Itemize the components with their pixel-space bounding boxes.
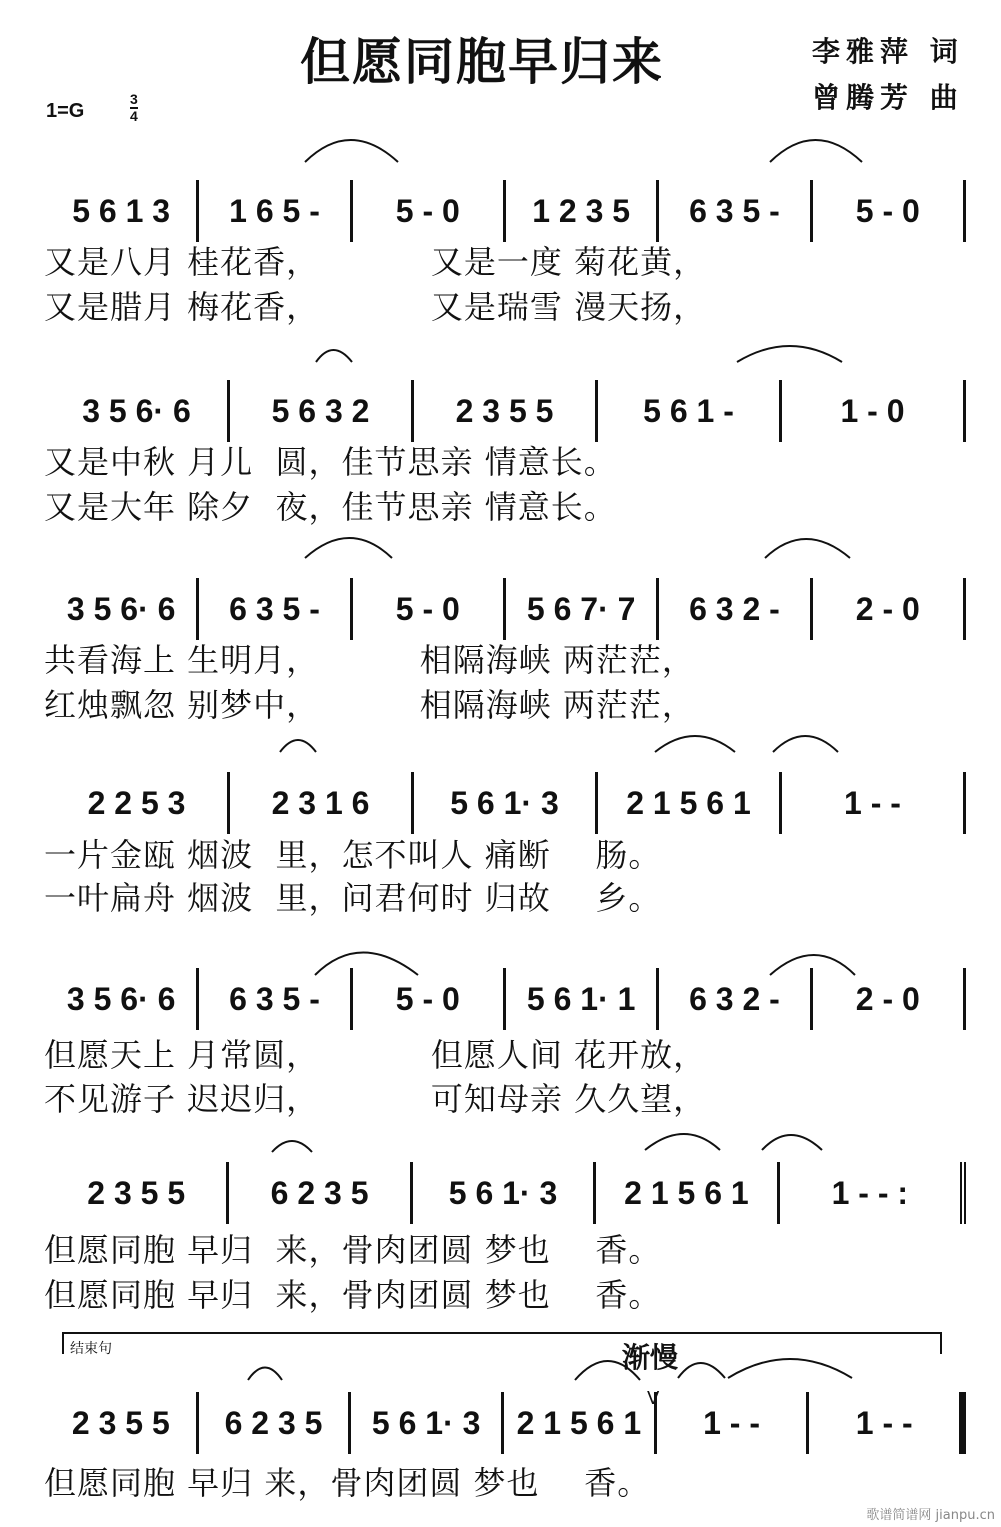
measure: 2 3 1 6 <box>230 772 414 834</box>
measure: 2 3 5 5 <box>414 380 598 442</box>
measure: 6 3 2 - <box>659 578 812 640</box>
measure: 1 - - : <box>780 1162 966 1224</box>
lyric-verse-1: 但愿天上 月常圆， 但愿人间 花开放， <box>44 1036 707 1074</box>
measure: 5 - 0 <box>353 180 506 242</box>
measure: 1 - 0 <box>782 380 966 442</box>
measure: 1 - - <box>809 1392 966 1454</box>
meter-bottom: 4 <box>130 108 138 124</box>
measure: 6 3 5 - <box>659 180 812 242</box>
staff-line <box>46 772 966 834</box>
measure: 2 3 5 5 <box>46 1162 229 1224</box>
lyric-verse-2: 一叶扁舟 烟波 里，问君何时 归故 乡。 <box>44 879 662 917</box>
staff-line <box>46 578 966 640</box>
measure: 6 3 5 - <box>199 968 352 1030</box>
measure: 2 1 5 6 1 <box>598 772 782 834</box>
tempo-marking: 渐慢 <box>622 1341 679 1374</box>
measure: 6 2 3 5 <box>229 1162 412 1224</box>
measure: 5 6 1· 3 <box>414 772 598 834</box>
time-signature <box>130 92 138 124</box>
key-signature: 1=G <box>46 100 85 122</box>
staff-line <box>46 1162 966 1224</box>
slur <box>737 346 842 362</box>
slur <box>770 140 862 162</box>
lyric-verse-2: 不见游子 迟迟归， 可知母亲 久久望， <box>44 1080 707 1118</box>
lyric-verse-1: 又是八月 桂花香， 又是一度 菊花黄， <box>44 243 707 281</box>
measure: 5 - 0 <box>353 578 506 640</box>
measure: 5 6 1 - <box>598 380 782 442</box>
measure: 2 1 5 6 1 <box>504 1392 657 1454</box>
measure: 6 3 2 - <box>659 968 812 1030</box>
staff-line <box>46 380 966 442</box>
slur <box>773 736 838 752</box>
measure: 3 5 6· 6 <box>46 968 199 1030</box>
measure: 3 5 6· 6 <box>46 578 199 640</box>
measure: 6 2 3 5 <box>199 1392 352 1454</box>
measure: 6 3 5 - <box>199 578 352 640</box>
composer-credit: 曾腾芳 曲 <box>812 81 964 114</box>
measure: 2 1 5 6 1 <box>596 1162 779 1224</box>
measure: 5 6 1· 1 <box>506 968 659 1030</box>
song-title: 但愿同胞早归来 <box>300 33 664 91</box>
slur <box>765 539 850 558</box>
slur <box>728 1359 852 1378</box>
measure: 1 - - <box>657 1392 810 1454</box>
lyric-verse-2: 又是腊月 梅花香， 又是瑞雪 漫天扬， <box>44 288 707 326</box>
lyric-verse-1: 又是中秋 月儿 圆，佳节思亲 情意长。 <box>44 443 617 481</box>
breath-mark: V <box>647 1388 660 1409</box>
measure: 5 6 1· 3 <box>413 1162 596 1224</box>
measure: 5 6 3 2 <box>230 380 414 442</box>
lyric-verse-1: 共看海上 生明月， 相隔海峡 两茫茫， <box>44 641 695 679</box>
meter-top: 3 <box>130 91 138 107</box>
slur <box>248 1368 282 1381</box>
measure: 5 6 1 3 <box>46 180 199 242</box>
ending-staff <box>46 1392 966 1454</box>
lyric-verse-2: 又是大年 除夕 夜，佳节思亲 情意长。 <box>44 488 617 526</box>
ending-lyric: 但愿同胞 早归 来，骨肉团圆 梦也 香。 <box>44 1464 651 1502</box>
slur <box>272 1141 312 1152</box>
measure: 1 - - <box>782 772 966 834</box>
slur <box>678 1363 725 1378</box>
measure: 2 2 5 3 <box>46 772 230 834</box>
measure: 5 - 0 <box>353 968 506 1030</box>
slur <box>305 140 398 162</box>
measure: 2 3 5 5 <box>46 1392 199 1454</box>
slur <box>655 736 735 752</box>
measure: 5 - 0 <box>813 180 966 242</box>
slur <box>316 350 352 362</box>
lyric-verse-2: 红烛飘忽 别梦中， 相隔海峡 两茫茫， <box>44 686 695 724</box>
slur <box>645 1134 720 1150</box>
ending-label: 结束句 <box>70 1341 112 1357</box>
measure: 2 - 0 <box>813 968 966 1030</box>
ending-bracket <box>62 1332 942 1354</box>
measure: 2 - 0 <box>813 578 966 640</box>
lyric-verse-1: 一片金瓯 烟波 里，怎不叫人 痛断 肠。 <box>44 836 662 874</box>
measure: 3 5 6· 6 <box>46 380 230 442</box>
slur <box>305 538 392 558</box>
lyric-verse-2: 但愿同胞 早归 来，骨肉团圆 梦也 香。 <box>44 1276 662 1314</box>
slur <box>280 740 316 752</box>
staff-line <box>46 180 966 242</box>
measure: 5 6 7· 7 <box>506 578 659 640</box>
staff-line <box>46 968 966 1030</box>
lyricist-credit: 李雅萍 词 <box>812 35 964 68</box>
measure: 1 6 5 - <box>199 180 352 242</box>
slur <box>762 1135 822 1150</box>
watermark: 歌谱简谱网 jianpu.cn <box>866 1508 995 1523</box>
measure: 1 2 3 5 <box>506 180 659 242</box>
measure: 5 6 1· 3 <box>351 1392 504 1454</box>
lyric-verse-1: 但愿同胞 早归 来，骨肉团圆 梦也 香。 <box>44 1231 662 1269</box>
